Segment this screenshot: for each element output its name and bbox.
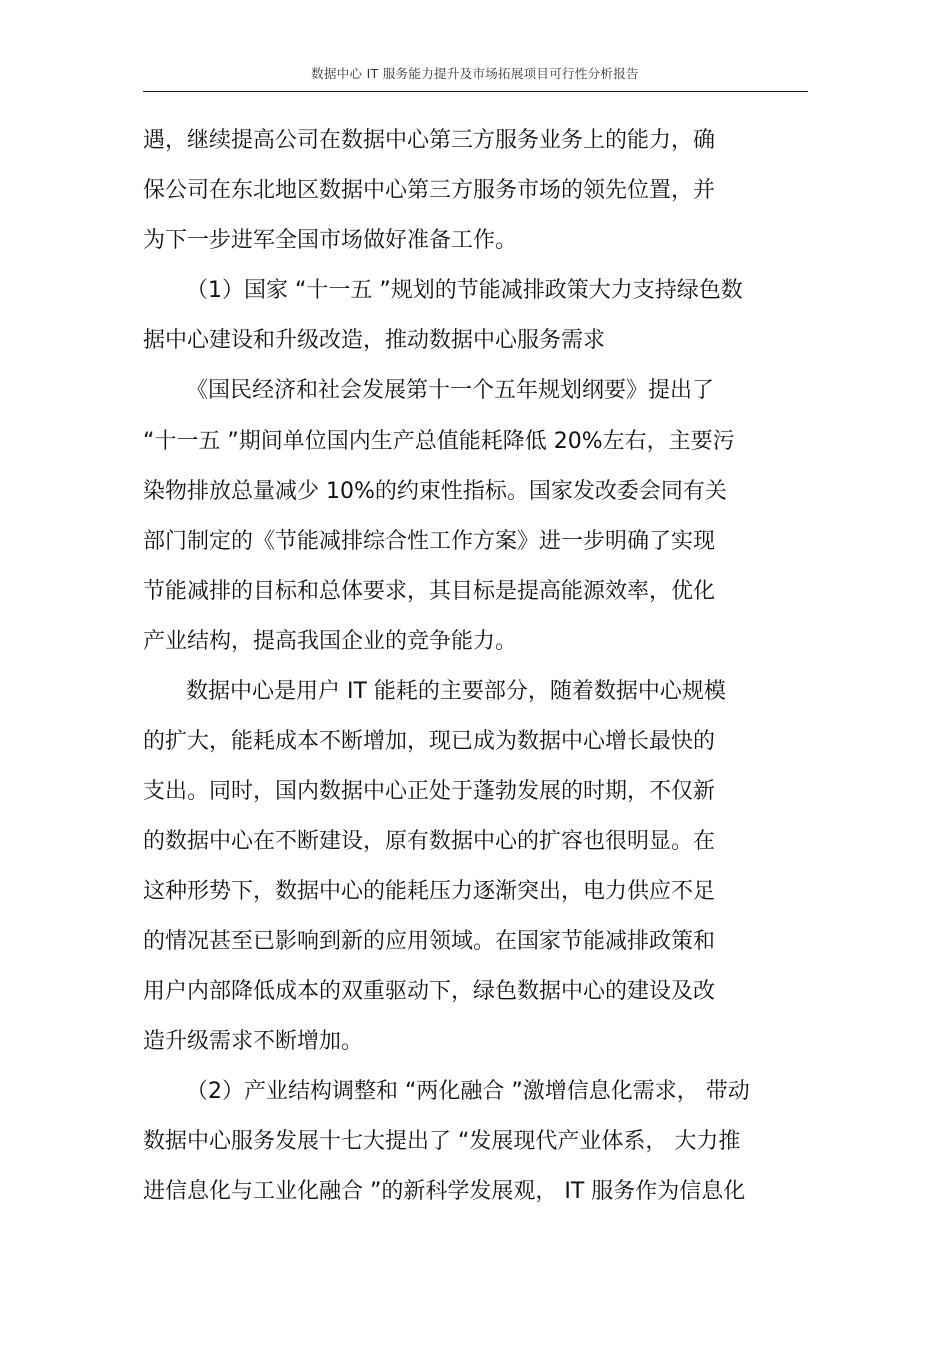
body-text-line: 进信息化与工业化融合 ”的新科学发展观， IT 服务作为信息化 xyxy=(143,1179,746,1204)
body-text-line: 为下一步进军全国市场做好准备工作。 xyxy=(143,228,518,253)
section-heading-1-cont: 据中心建设和升级改造，推动数据中心服务需求 xyxy=(143,328,606,353)
body-text-line: 数据中心是用户 IT 能耗的主要部分，随着数据中心规模 xyxy=(186,679,726,704)
body-text-line: 部门制定的《节能减排综合性工作方案》进一步明确了实现 xyxy=(143,529,716,554)
body-text-line: 染物排放总量减少 10%的约束性指标。国家发改委会同有关 xyxy=(143,479,727,504)
body-text-line: 的扩大，能耗成本不断增加，现已成为数据中心增长最快的 xyxy=(143,729,716,754)
header-rule xyxy=(143,91,808,92)
body-text-line: 的数据中心在不断建设，原有数据中心的扩容也很明显。在 xyxy=(143,829,716,854)
body-text-line: 造升级需求不断增加。 xyxy=(143,1029,364,1054)
body-text-line: 《国民经济和社会发展第十一个五年规划纲要》提出了 xyxy=(186,378,715,403)
body-text-line: 保公司在东北地区数据中心第三方服务市场的领先位置，并 xyxy=(143,178,716,203)
body-text-line: 支出。同时，国内数据中心正处于蓬勃发展的时期，不仅新 xyxy=(143,779,716,804)
body-text-line: “十一五 ”期间单位国内生产总值能耗降低 20%左右，主要污 xyxy=(143,429,735,454)
section-heading-2-cont: 数据中心服务发展十七大提出了 “发展现代产业体系， 大力推 xyxy=(143,1129,741,1154)
body-text-line: 这种形势下，数据中心的能耗压力逐渐突出，电力供应不足 xyxy=(143,879,716,904)
section-heading-1: （1）国家 “十一五 ”规划的节能减排政策大力支持绿色数 xyxy=(186,278,743,303)
section-heading-2: （2）产业结构调整和 “两化融合 ”激增信息化需求， 带动 xyxy=(186,1079,750,1104)
running-header: 数据中心 IT 服务能力提升及市场拓展项目可行性分析报告 xyxy=(311,66,639,81)
body-text-line: 的情况甚至已影响到新的应用领域。在国家节能减排政策和 xyxy=(143,929,716,954)
body-text-line: 节能减排的目标和总体要求，其目标是提高能源效率，优化 xyxy=(143,579,716,604)
body-text-line: 用户内部降低成本的双重驱动下，绿色数据中心的建设及改 xyxy=(143,979,716,1004)
body-text-line: 遇，继续提高公司在数据中心第三方服务业务上的能力，确 xyxy=(143,128,716,153)
body-text-line: 产业结构，提高我国企业的竞争能力。 xyxy=(143,629,518,654)
